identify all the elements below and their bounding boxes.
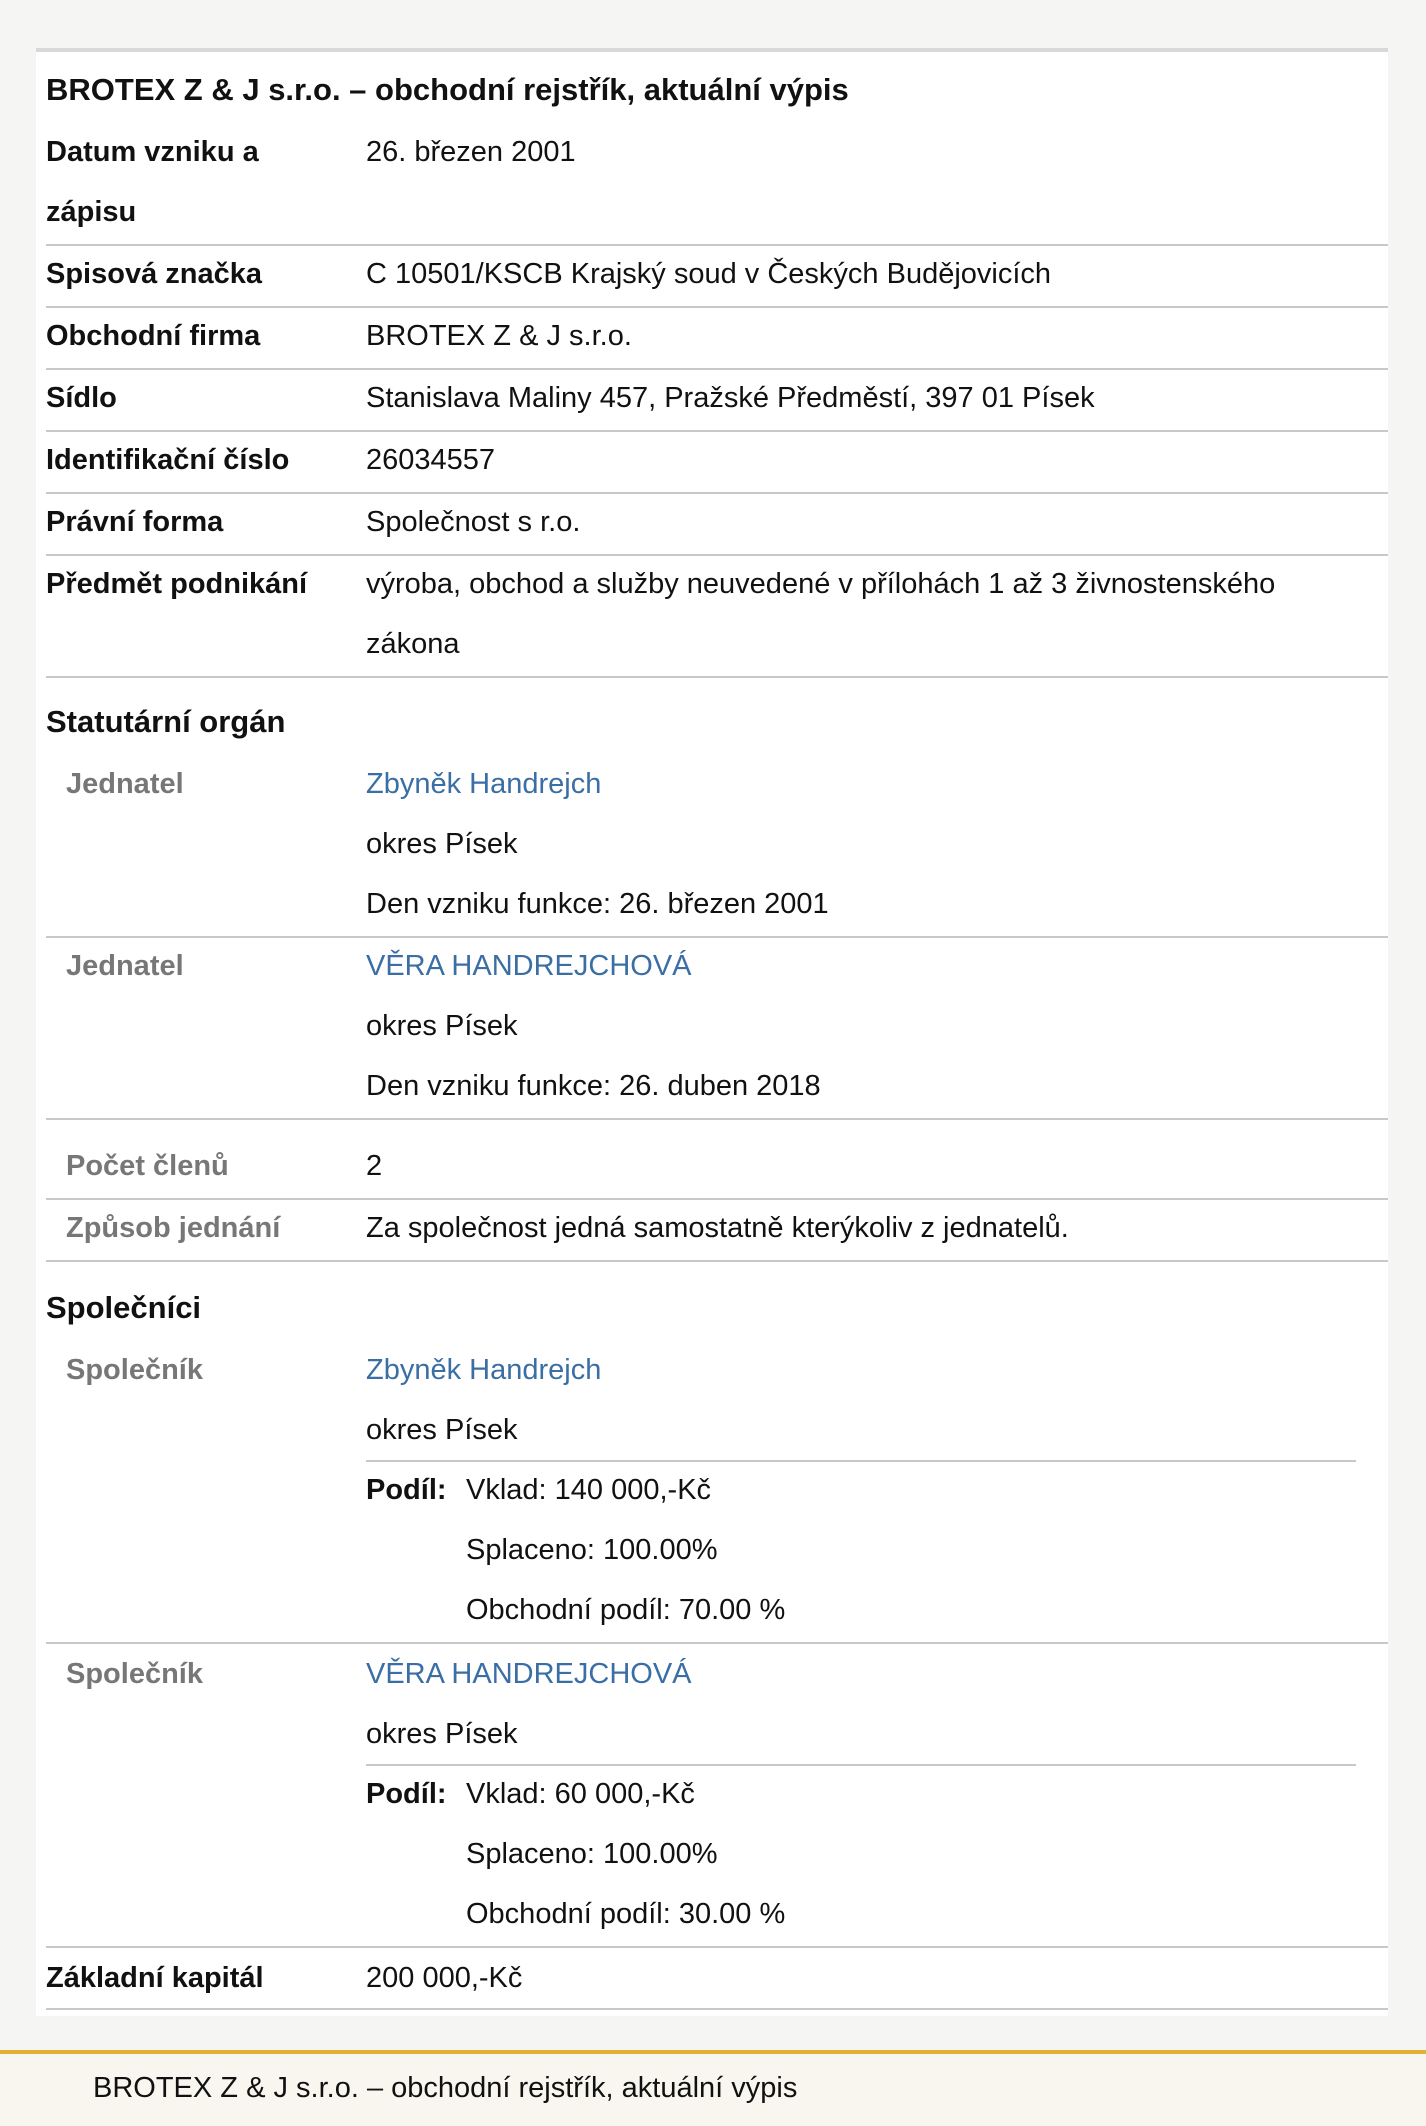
divider — [46, 1642, 1388, 1644]
divider — [46, 1946, 1388, 1948]
zpusob-jednani-label: Způsob jednání — [66, 1212, 281, 1244]
pocet-clenu-label: Počet členů — [66, 1150, 229, 1182]
podil-splaceno: Splaceno: 100.00% — [466, 1534, 718, 1566]
podil-vklad: Vklad: 140 000,-Kč — [466, 1474, 712, 1506]
ico-value: 26034557 — [366, 444, 496, 476]
podil-vklad: Vklad: 60 000,-Kč — [466, 1778, 695, 1810]
divider — [46, 306, 1388, 308]
section-spolecnici-heading: Společníci — [46, 1290, 202, 1325]
section-statutarni-heading: Statutární orgán — [46, 704, 286, 739]
spis-label: Spisová značka — [46, 258, 262, 290]
jednatel-funkce: Den vzniku funkce: 26. březen 2001 — [366, 888, 829, 920]
divider — [46, 492, 1388, 494]
predmet-label: Předmět podnikání — [46, 568, 308, 600]
spolecnik-role: Společník — [66, 1354, 203, 1386]
sidlo-value: Stanislava Maliny 457, Pražské Předměstí, 397 01 Písek — [366, 382, 1095, 414]
kapital-label: Základní kapitál — [46, 1962, 264, 1994]
jednatel-name-link[interactable]: VĚRA HANDREJCHOVÁ — [366, 950, 692, 982]
divider — [46, 368, 1388, 370]
divider — [46, 676, 1388, 678]
spolecnik-okres: okres Písek — [366, 1718, 518, 1750]
divider — [46, 936, 1388, 938]
datum-label-line1: Datum vzniku a — [46, 136, 259, 168]
divider — [366, 1764, 1356, 1766]
podil-label: Podíl: — [366, 1474, 447, 1506]
jednatel-funkce: Den vzniku funkce: 26. duben 2018 — [366, 1070, 821, 1102]
forma-label: Právní forma — [46, 506, 224, 538]
predmet-value-line1: výroba, obchod a služby neuvedené v přílohách 1 až 3 živnostenského — [366, 568, 1276, 600]
spolecnik-name-link[interactable]: Zbyněk Handrejch — [366, 1354, 602, 1386]
spolecnik-role: Společník — [66, 1658, 203, 1690]
register-extract-card — [36, 48, 1388, 2016]
predmet-value-line2: zákona — [366, 628, 460, 660]
jednatel-role: Jednatel — [66, 768, 184, 800]
sidlo-label: Sídlo — [46, 382, 117, 414]
footer — [0, 2050, 1426, 2126]
forma-value: Společnost s r.o. — [366, 506, 581, 538]
page-title: BROTEX Z & J s.r.o. – obchodní rejstřík, aktuální výpis — [46, 72, 849, 107]
spolecnik-name-link[interactable]: VĚRA HANDREJCHOVÁ — [366, 1658, 692, 1690]
podil-splaceno: Splaceno: 100.00% — [466, 1838, 718, 1870]
divider — [46, 554, 1388, 556]
divider — [46, 1198, 1388, 1200]
divider — [366, 1460, 1356, 1462]
zpusob-jednani-value: Za společnost jedná samostatně kterýkoliv z jednatelů. — [366, 1212, 1069, 1244]
spolecnik-okres: okres Písek — [366, 1414, 518, 1446]
jednatel-okres: okres Písek — [366, 1010, 518, 1042]
podil-label: Podíl: — [366, 1778, 447, 1810]
divider — [46, 1118, 1388, 1120]
divider — [46, 2008, 1388, 2010]
jednatel-okres: okres Písek — [366, 828, 518, 860]
footer-title: BROTEX Z & J s.r.o. – obchodní rejstřík, aktuální výpis — [93, 2072, 798, 2104]
podil-obchodni: Obchodní podíl: 70.00 % — [466, 1594, 786, 1626]
jednatel-role: Jednatel — [66, 950, 184, 982]
ico-label: Identifikační číslo — [46, 444, 290, 476]
spis-value: C 10501/KSCB Krajský soud v Českých Budějovicích — [366, 258, 1052, 290]
datum-label-line2: zápisu — [46, 196, 137, 228]
firma-value: BROTEX Z & J s.r.o. — [366, 320, 632, 352]
divider — [46, 1260, 1388, 1262]
kapital-value: 200 000,-Kč — [366, 1962, 523, 1994]
datum-value: 26. březen 2001 — [366, 136, 576, 168]
podil-obchodni: Obchodní podíl: 30.00 % — [466, 1898, 786, 1930]
jednatel-name-link[interactable]: Zbyněk Handrejch — [366, 768, 602, 800]
firma-label: Obchodní firma — [46, 320, 261, 352]
pocet-clenu-value: 2 — [366, 1150, 383, 1182]
divider — [46, 244, 1388, 246]
divider — [46, 430, 1388, 432]
